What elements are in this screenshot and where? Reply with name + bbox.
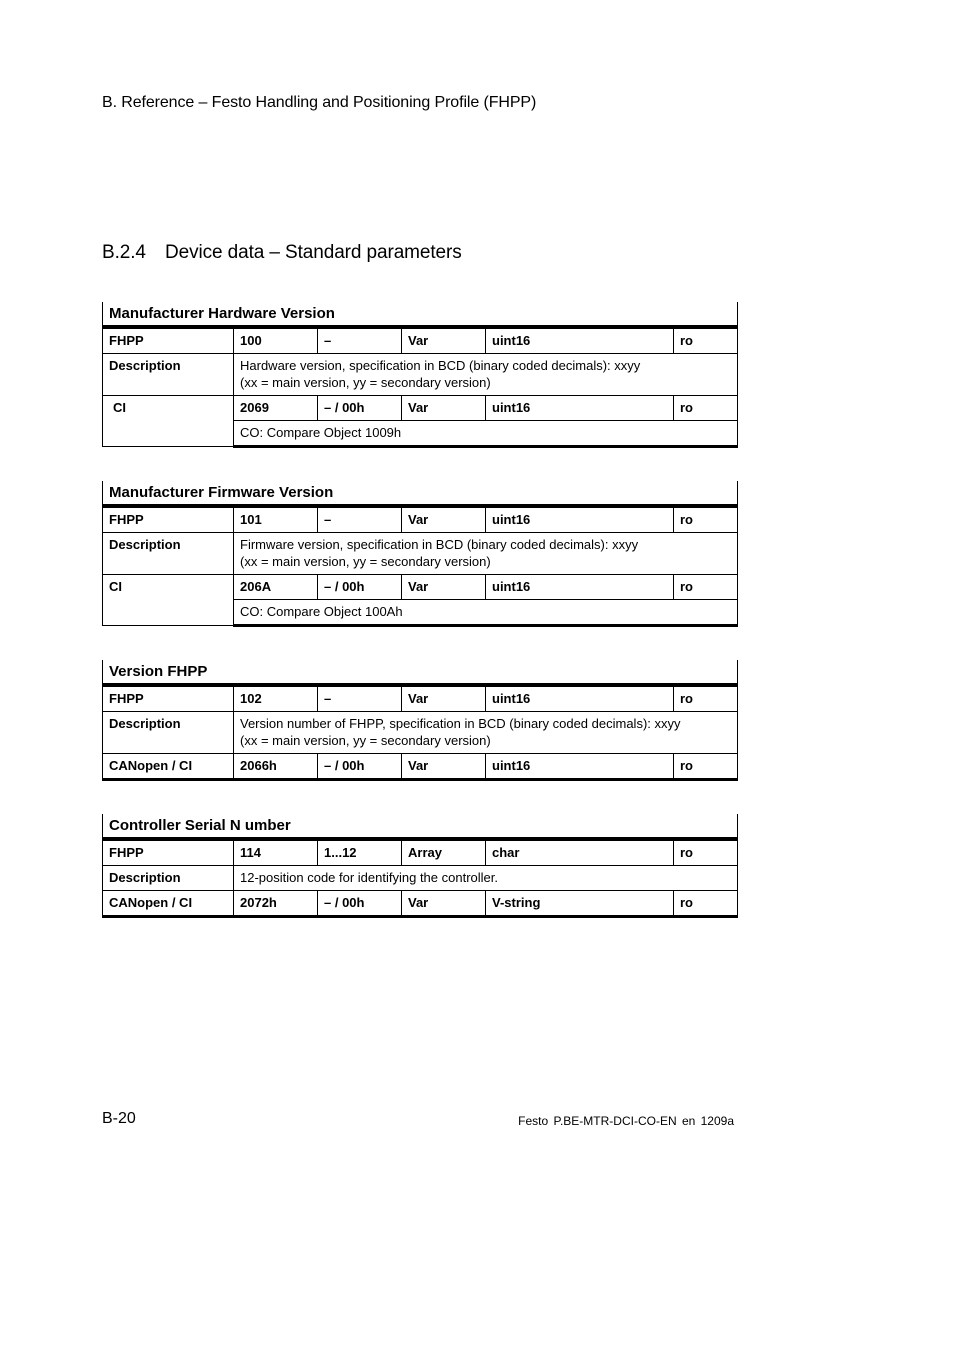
index-cell: 100 bbox=[234, 327, 318, 354]
description-line: (xx = main version, yy = secondary version) bbox=[240, 375, 491, 390]
table-row-canopen-ci bbox=[103, 891, 738, 917]
table-title: Controller Serial N umber bbox=[103, 814, 738, 839]
index-cell: 2066h bbox=[234, 754, 318, 780]
type-cell: uint16 bbox=[486, 575, 674, 600]
row-label: CI bbox=[103, 396, 234, 447]
type-cell: V-string bbox=[486, 891, 674, 917]
class-cell: Var bbox=[402, 396, 486, 421]
row-label: CI bbox=[103, 575, 234, 626]
section-number: B.2.4 bbox=[102, 242, 146, 263]
access-cell: ro bbox=[674, 327, 738, 354]
class-cell: Var bbox=[402, 685, 486, 712]
type-cell: uint16 bbox=[486, 506, 674, 533]
document-id: Festo P.BE-MTR-DCI-CO-EN en 1209a bbox=[518, 1114, 734, 1128]
subindex-cell: – bbox=[318, 685, 402, 712]
row-label: Description bbox=[103, 712, 234, 754]
subindex-cell: 1...12 bbox=[318, 839, 402, 866]
note-cell: CO: Compare Object 1009h bbox=[234, 421, 738, 447]
type-cell: uint16 bbox=[486, 396, 674, 421]
access-cell: ro bbox=[674, 575, 738, 600]
table-row-description bbox=[103, 712, 738, 754]
class-cell: Array bbox=[402, 839, 486, 866]
table-row-fhpp bbox=[103, 839, 738, 866]
row-label: FHPP bbox=[103, 685, 234, 712]
table-row-fhpp bbox=[103, 327, 738, 354]
row-label: Description bbox=[103, 533, 234, 575]
row-label: Description bbox=[103, 866, 234, 891]
index-cell: 206A bbox=[234, 575, 318, 600]
table-row-fhpp bbox=[103, 506, 738, 533]
table-row-ci bbox=[103, 575, 738, 600]
table-title: Manufacturer Firmware Version bbox=[103, 481, 738, 506]
row-label: CANopen / CI bbox=[103, 891, 234, 917]
index-cell: 101 bbox=[234, 506, 318, 533]
description-line: Firmware version, specification in BCD (binary coded decimals): xxyy bbox=[240, 537, 639, 552]
table-row-description bbox=[103, 354, 738, 396]
subindex-cell: – bbox=[318, 327, 402, 354]
note-cell: CO: Compare Object 100Ah bbox=[234, 600, 738, 626]
row-label: FHPP bbox=[103, 506, 234, 533]
type-cell: uint16 bbox=[486, 327, 674, 354]
class-cell: Var bbox=[402, 891, 486, 917]
description-line: Hardware version, specification in BCD (binary coded decimals): xxyy bbox=[240, 358, 641, 373]
row-label: CANopen / CI bbox=[103, 754, 234, 780]
table-row-description bbox=[103, 533, 738, 575]
row-label: FHPP bbox=[103, 839, 234, 866]
class-cell: Var bbox=[402, 575, 486, 600]
parameter-table-version-fhpp bbox=[102, 660, 738, 781]
description-cell bbox=[234, 533, 738, 575]
section-heading: Device data – Standard parameters bbox=[165, 242, 462, 263]
type-cell: uint16 bbox=[486, 685, 674, 712]
subindex-cell: – / 00h bbox=[318, 575, 402, 600]
type-cell: uint16 bbox=[486, 754, 674, 780]
access-cell: ro bbox=[674, 685, 738, 712]
index-cell: 114 bbox=[234, 839, 318, 866]
access-cell: ro bbox=[674, 396, 738, 421]
class-cell: Var bbox=[402, 506, 486, 533]
index-cell: 2069 bbox=[234, 396, 318, 421]
description-cell bbox=[234, 354, 738, 396]
parameter-table-controller-serial-number bbox=[102, 814, 738, 918]
class-cell: Var bbox=[402, 754, 486, 780]
parameter-table-firmware-version bbox=[102, 481, 738, 627]
description-cell bbox=[234, 712, 738, 754]
section-title bbox=[102, 242, 462, 264]
row-label: Description bbox=[103, 354, 234, 396]
table-title: Manufacturer Hardware Version bbox=[103, 302, 738, 327]
chapter-header: B. Reference – Festo Handling and Positioning Profile (FHPP) bbox=[102, 94, 537, 111]
page-number: B-20 bbox=[102, 1110, 136, 1127]
subindex-cell: – bbox=[318, 506, 402, 533]
index-cell: 102 bbox=[234, 685, 318, 712]
class-cell: Var bbox=[402, 327, 486, 354]
access-cell: ro bbox=[674, 506, 738, 533]
subindex-cell: – / 00h bbox=[318, 754, 402, 780]
table-row-description bbox=[103, 866, 738, 891]
table-row-ci bbox=[103, 396, 738, 421]
subindex-cell: – / 00h bbox=[318, 891, 402, 917]
description-line: (xx = main version, yy = secondary version) bbox=[240, 554, 491, 569]
access-cell: ro bbox=[674, 839, 738, 866]
type-cell: char bbox=[486, 839, 674, 866]
description-line: Version number of FHPP, specification in BCD (binary coded decimals): xxyy bbox=[240, 716, 681, 731]
table-title: Version FHPP bbox=[103, 660, 738, 685]
access-cell: ro bbox=[674, 754, 738, 780]
subindex-cell: – / 00h bbox=[318, 396, 402, 421]
table-row-canopen-ci bbox=[103, 754, 738, 780]
description-cell: 12-position code for identifying the controller. bbox=[234, 866, 738, 891]
access-cell: ro bbox=[674, 891, 738, 917]
row-label: FHPP bbox=[103, 327, 234, 354]
table-row-fhpp bbox=[103, 685, 738, 712]
description-line: (xx = main version, yy = secondary version) bbox=[240, 733, 491, 748]
index-cell: 2072h bbox=[234, 891, 318, 917]
parameter-table-hardware-version bbox=[102, 302, 738, 448]
